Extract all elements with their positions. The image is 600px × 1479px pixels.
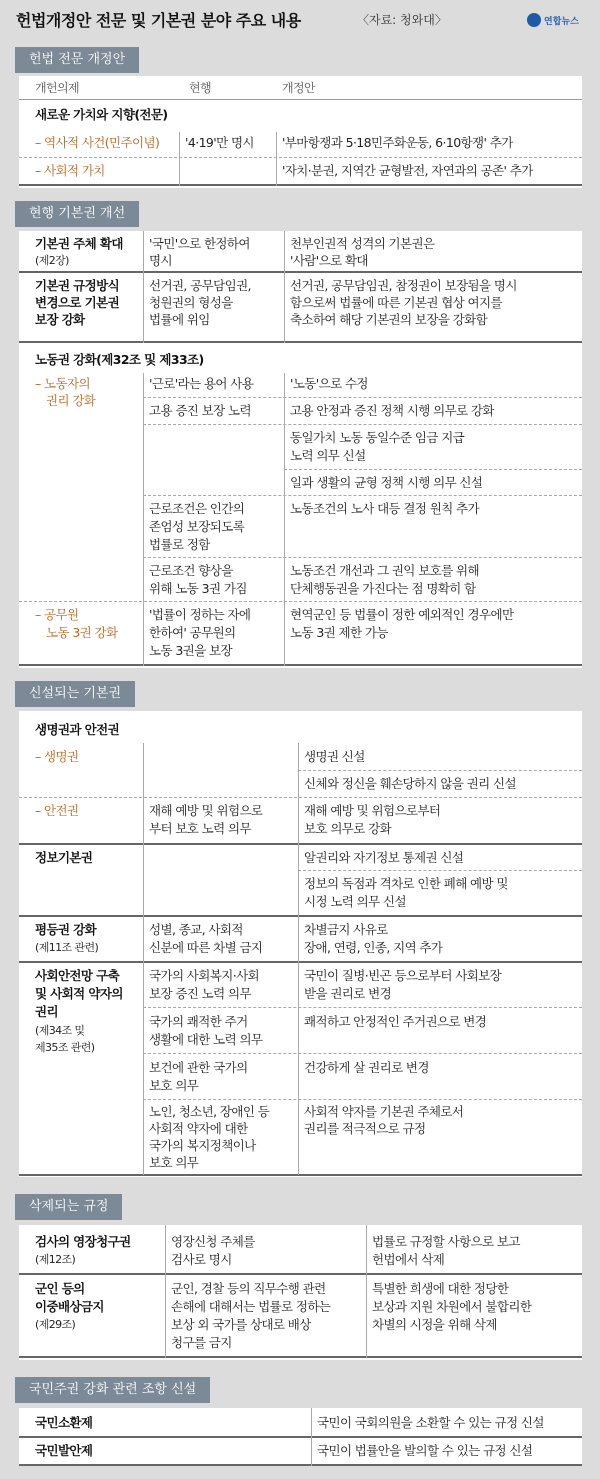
table-row [19, 130, 582, 158]
row-label: 및 사회적 약자의 [35, 986, 123, 1001]
divider [298, 770, 582, 771]
divider [19, 1356, 582, 1358]
row-proposal: 쾌적하고 안정적인 주거권으로 변경 [304, 1014, 487, 1029]
row-proposal: '부마항쟁과 5·18민주화운동, 6·10항쟁' 추가 [282, 135, 513, 150]
row-label: – 역사적 사건(민주이념) [35, 135, 160, 150]
row-current: 보건에 관한 국가의 [149, 1060, 248, 1075]
row-label: 권리 [35, 1004, 58, 1019]
row-current: '법률이 정하는 자에 [149, 607, 251, 622]
row-label: 변경으로 기본권 [35, 295, 120, 310]
row-proposal: 법률로 규정할 사항으로 보고 [372, 1234, 520, 1249]
row-label: 평등권 강화 [35, 922, 97, 937]
row-current: '근로'라는 용어 사용 [149, 376, 254, 391]
row-proposal: '노동'으로 수정 [290, 376, 368, 391]
row-current: 검사로 명시 [171, 1252, 232, 1267]
row-current: 존엄성 보장되도록 [149, 519, 245, 534]
row-label: – 안전권 [35, 803, 79, 818]
group-label: 노동권 강화(제32조 및 제33조) [35, 352, 204, 367]
row-current: 근로조건 향상을 [149, 563, 233, 578]
divider [143, 424, 582, 425]
row-proposal: 국민이 국회의원을 소환할 수 있는 규정 신설 [317, 1415, 544, 1430]
divider [284, 469, 582, 470]
row-current: 법률에 위임 [149, 312, 210, 327]
row-label: – 노동자의 [35, 376, 90, 391]
row-proposal: 시정 노력 의무 신설 [304, 894, 406, 909]
row-label: 기본권 주체 확대 [35, 236, 123, 251]
row-proposal: 단체행동권을 가진다는 점 명확히 함 [290, 581, 476, 596]
row-proposal: 사회적 약자를 기본권 주체로서 [304, 1104, 464, 1119]
section-tag-new: 신설되는 기본권 [15, 681, 135, 707]
row-label: 기본권 규정방식 [35, 278, 120, 293]
row-current: 사회적 약자에 대한 [149, 1121, 248, 1136]
row-current: 선거권, 공무담임권, [149, 278, 251, 293]
table-row [19, 273, 582, 343]
col-agenda: 개헌의제 [35, 81, 79, 95]
divider [311, 1408, 312, 1466]
row-current: 재해 예방 및 위험으로 [149, 803, 263, 818]
row-proposal: '사람'으로 확대 [290, 253, 368, 268]
row-label: 국민소환제 [35, 1415, 93, 1430]
row-proposal: 받을 권리로 변경 [304, 986, 392, 1001]
row-label: 군인 등의 [35, 1281, 85, 1296]
divider [143, 1099, 582, 1100]
divider [298, 870, 582, 871]
page-title: 헌법개정안 전문 및 기본권 분야 주요 내용 [16, 11, 301, 30]
row-label-sub: 제35조 관련) [35, 1041, 95, 1054]
divider [143, 743, 144, 1175]
row-proposal: 축소하여 해당 기본권의 보장을 강화함 [290, 312, 488, 327]
row-label-sub: (제29조) [35, 1318, 76, 1331]
divider [165, 1225, 166, 1358]
row-label: 국민발안제 [35, 1443, 93, 1458]
divider [284, 231, 285, 343]
row-proposal: 특별한 희생에 대한 정당한 [372, 1281, 509, 1296]
row-current: 고용 증진 보장 노력 [149, 403, 251, 418]
section-tag-preamble: 헌법 전문 개정안 [15, 47, 139, 73]
divider [179, 132, 180, 186]
divider [143, 557, 582, 558]
row-proposal: 생명권 신설 [304, 749, 365, 764]
row-proposal: 노력 의무 신설 [290, 448, 366, 463]
row-current: 노동 3권을 보장 [149, 643, 232, 658]
divider [19, 961, 582, 963]
divider [19, 1174, 582, 1176]
divider [19, 915, 582, 917]
row-proposal: 알권리와 자기정보 통제권 신설 [304, 850, 464, 865]
section-tag-deleted: 삭제되는 규정 [15, 1194, 122, 1220]
col-current: 현행 [189, 81, 211, 95]
row-current: '국민'으로 한정하여 [149, 236, 250, 251]
divider [19, 601, 582, 602]
row-label: – 생명권 [35, 749, 79, 764]
row-proposal: 천부인권적 성격의 기본권은 [290, 236, 435, 251]
list-item [19, 343, 582, 373]
row-proposal: 선거권, 공무담임권, 참정권이 보장됨을 명시 [290, 278, 517, 293]
divider [284, 373, 285, 666]
row-proposal: 국민이 법률안을 발의할 수 있는 규정 신설 [317, 1443, 533, 1458]
row-current: 신분에 따른 차별 금지 [149, 940, 263, 955]
row-current: 보장 증진 노력 의무 [149, 986, 251, 1001]
divider [298, 743, 299, 1175]
row-current: 보상 외 국가를 상대로 배상 [171, 1317, 311, 1332]
row-proposal: 보상과 지원 차원에서 불합리한 [372, 1299, 532, 1314]
row-current: '4·19'만 명시 [185, 135, 254, 150]
row-label-sub: (제34조 및 [35, 1024, 85, 1037]
row-current: 군인, 경찰 등의 직무수행 관련 [171, 1281, 326, 1296]
table-row [19, 231, 582, 273]
row-label: 보장 강화 [35, 312, 85, 327]
row-label: 권리 강화 [46, 393, 96, 408]
row-proposal: 동일가치 노동 동일수준 임금 지급 [290, 430, 465, 445]
section-tag-improve: 현행 기본권 개선 [15, 201, 139, 227]
row-label-sub: (제11조 관련) [35, 941, 99, 954]
row-proposal: 보호 의무로 강화 [304, 821, 392, 836]
source-note: 〈자료: 청와대〉 [357, 13, 447, 27]
row-proposal: 재해 예방 및 위험으로부터 [304, 803, 441, 818]
section-tag-sovereignty: 국민주권 강화 관련 조항 신설 [15, 1377, 210, 1403]
divider [143, 1053, 582, 1054]
row-current: 손해에 대해서는 법률로 정하는 [171, 1299, 331, 1314]
row-proposal: 일과 생활의 균형 정책 시행 의무 신설 [290, 475, 483, 490]
row-label: 정보기본권 [35, 850, 93, 865]
row-label: 검사의 영장청구권 [35, 1234, 131, 1249]
row-proposal: 차별금지 사유로 [304, 922, 388, 937]
section-deleted [19, 1225, 582, 1360]
yonhap-logo-icon [527, 13, 541, 27]
row-proposal: 권리를 적극적으로 규정 [304, 1121, 426, 1136]
row-proposal: 헌법에서 삭제 [372, 1252, 445, 1267]
table-header [19, 76, 582, 100]
row-current: 명시 [149, 253, 172, 268]
row-label: 노동 3권 강화 [46, 625, 118, 640]
row-label-sub: (제12조) [35, 1253, 76, 1266]
row-proposal: 노동 3권 제한 가능 [290, 625, 388, 640]
divider [143, 495, 582, 496]
divider [19, 1464, 582, 1466]
row-current: 법률로 정함 [149, 537, 210, 552]
row-current: 영장신청 주체를 [171, 1234, 255, 1249]
divider [143, 231, 144, 343]
divider [19, 1273, 582, 1275]
section-sovereignty [19, 1408, 582, 1466]
row-proposal: 장애, 연령, 인종, 지역 추가 [304, 940, 443, 955]
group-label: 생명권과 안전권 [35, 722, 120, 737]
row-current: 생활에 대한 노력 의무 [149, 1032, 263, 1047]
row-proposal: 함으로써 법률에 따른 기본권 협상 여지를 [290, 295, 502, 310]
row-proposal: 현역군인 등 법률이 정한 예외적인 경우에만 [290, 607, 514, 622]
row-label: – 공무원 [35, 607, 79, 622]
section-improve [19, 231, 582, 668]
group-label: 새로운 가치와 지향(전문) [35, 107, 168, 122]
row-current: 청구를 금지 [171, 1335, 232, 1350]
section-preamble [19, 76, 582, 188]
row-current: 위해 노동 3권 가짐 [149, 581, 247, 596]
row-label-sub: (제2장) [35, 254, 69, 267]
divider [19, 1436, 582, 1438]
row-current: 청원권의 형성을 [149, 295, 233, 310]
row-current: 한하여' 공무원의 [149, 625, 236, 640]
list-item [19, 100, 582, 130]
row-current: 성별, 종교, 사회적 [149, 922, 243, 937]
row-current: 국가의 복지정책이나 [149, 1138, 256, 1153]
divider [143, 373, 144, 666]
divider [19, 664, 582, 666]
row-label: 사회안전망 구축 [35, 968, 120, 983]
row-proposal: 신체와 정신을 훼손당하지 않을 권리 신설 [304, 776, 516, 791]
row-proposal: 차별의 시정을 위해 삭제 [372, 1317, 497, 1332]
row-label: 이중배상금지 [35, 1299, 104, 1314]
row-current: 보호 의무 [149, 1078, 199, 1093]
logo [527, 12, 579, 28]
header [0, 0, 600, 40]
table-row [19, 158, 582, 186]
row-current: 국가의 사회복지·사회 [149, 968, 260, 983]
row-current: 국가의 쾌적한 주거 [149, 1014, 248, 1029]
row-proposal: 고용 안정과 증진 정책 시행 의무로 강화 [290, 403, 494, 418]
divider [19, 797, 582, 798]
row-proposal: 정보의 독점과 격차로 인한 폐해 예방 및 [304, 876, 508, 891]
row-proposal: '자치·분권, 지역간 균형발전, 자연과의 공존' 추가 [282, 163, 533, 178]
divider [276, 132, 277, 186]
logo-text: 연합뉴스 [544, 16, 579, 27]
divider [19, 843, 582, 845]
row-proposal: 노동조건의 노사 대등 결정 원칙 추가 [290, 501, 479, 516]
divider [143, 1007, 582, 1008]
col-proposal: 개정안 [282, 81, 315, 95]
section-new [19, 711, 582, 1177]
row-label: – 사회적 가치 [35, 163, 105, 178]
row-current: 보호 의무 [149, 1155, 199, 1170]
row-proposal: 국민이 질병·빈곤 등으로부터 사회보장 [304, 968, 502, 983]
divider [143, 397, 582, 398]
row-current: 부터 보호 노력 의무 [149, 821, 251, 836]
row-proposal: 노동조건 개선과 그 권익 보호를 위해 [290, 563, 479, 578]
row-current: 근로조건은 인간의 [149, 501, 245, 516]
row-proposal: 건강하게 살 권리로 변경 [304, 1060, 429, 1075]
divider [366, 1225, 367, 1358]
row-current: 노인, 청소년, 장애인 등 [149, 1104, 270, 1119]
